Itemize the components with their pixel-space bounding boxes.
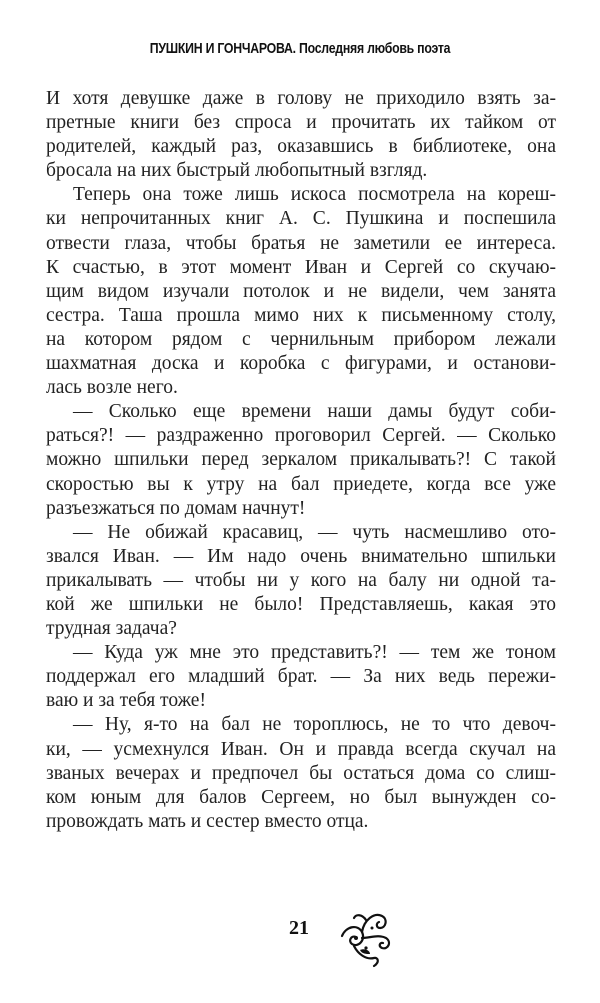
text-line: ваю и за тебя тоже! — [46, 690, 206, 712]
text-line: звался Иван. — Им надо очень внимательно шпильки — [46, 545, 556, 567]
text-line: — Не обижай красавиц, — чуть насмешливо ото- — [73, 521, 556, 543]
text-line: трудная задача? — [46, 618, 177, 640]
text-line: родителей, каждый раз, оказавшись в библиотеке, она — [46, 136, 556, 158]
text-line: бросала на них быстрый любопытный взгляд. — [46, 160, 428, 182]
text-line: поддержал его младший брат. — За них ведь пережи- — [46, 666, 556, 688]
text-line: — Сколько еще времени наши дамы будут соби- — [73, 401, 556, 423]
text-line: шахматная доска и коробка с фигурами, и останови- — [46, 353, 556, 375]
text-line: прикалывать — чтобы ни у кого на балу ни одной та- — [46, 569, 556, 591]
text-line: ки непрочитанных книг А. С. Пушкина и поспешила — [46, 208, 556, 230]
floral-ornament-icon — [336, 908, 394, 968]
text-line: на котором рядом с чернильным прибором лежали — [46, 328, 556, 350]
text-line: щим видом изучали потолок и не видели, чем занята — [46, 280, 556, 302]
text-line: званых вечерах и предпочел бы остаться дома со слиш- — [46, 762, 556, 784]
text-line: разъезжаться по домам начнут! — [46, 497, 306, 519]
text-line: можно шпильки перед зеркалом прикалывать?! С такой — [46, 449, 556, 471]
text-line: кой же шпильки не было! Представляешь, какая это — [46, 593, 556, 615]
text-line: ком юным для балов Сергеем, но был вынужден со- — [46, 786, 556, 808]
text-line: — Ну, я-то на бал не тороплюсь, не то что девоч- — [73, 714, 556, 736]
text-line: претные книги без спроса и прочитать их тайком от — [46, 112, 556, 134]
text-line: скоростью вы к утру на бал приедете, когда все уже — [46, 473, 556, 495]
text-line: И хотя девушке даже в голову не приходило взять за- — [46, 88, 556, 109]
text-line: К счастью, в этот момент Иван и Сергей со скучаю- — [46, 256, 556, 278]
text-line: лась возле него. — [46, 377, 178, 399]
text-line: раться?! — раздраженно проговорил Сергей. — Сколько — [46, 425, 556, 447]
text-line: отвести глаза, чтобы братья не заметили ее интереса. — [46, 232, 556, 254]
text-line: Теперь она тоже лишь искоса посмотрела на кореш- — [73, 184, 556, 206]
text-line: сестра. Таша прошла мимо них к письменному столу, — [46, 304, 556, 326]
page-body-text — [46, 87, 556, 834]
text-line: ки, — усмехнулся Иван. Он и правда всегда скучал на — [46, 738, 556, 760]
page-number: 21 — [289, 917, 309, 939]
text-line: провождать мать и сестер вместо отца. — [46, 810, 369, 832]
text-line: — Куда уж мне это представить?! — тем же тоном — [73, 642, 556, 664]
running-header: ПУШКИН И ГОНЧАРОВА. Последняя любовь поэта — [149, 40, 451, 57]
